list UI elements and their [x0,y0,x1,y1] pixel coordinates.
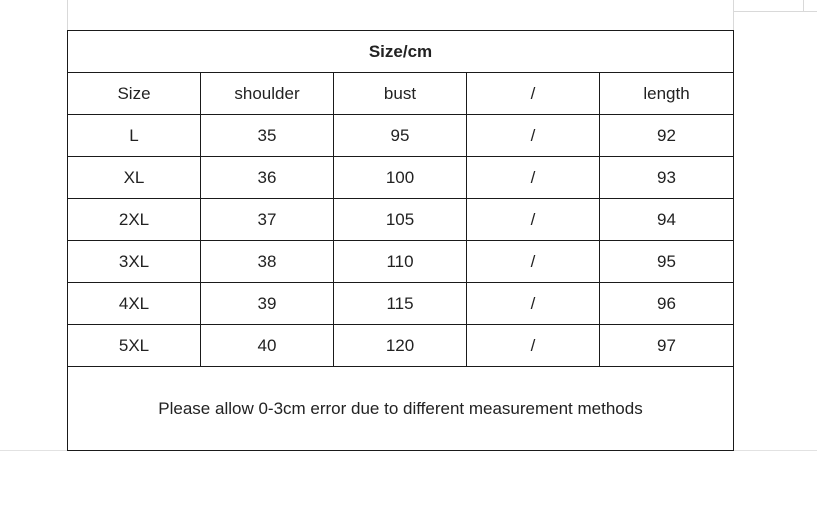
sheet-gridline [67,0,68,30]
cell-bust: 95 [334,115,467,157]
header-length: length [600,73,734,115]
cell-size: 4XL [68,283,201,325]
cell-bust: 100 [334,157,467,199]
cell-bust: 110 [334,241,467,283]
header-bust: bust [334,73,467,115]
table-title: Size/cm [68,31,734,73]
cell-bust: 115 [334,283,467,325]
cell-shoulder: 37 [201,199,334,241]
table-title-row [68,31,734,73]
cell-blank: / [467,283,600,325]
cell-blank: / [467,241,600,283]
cell-size: 2XL [68,199,201,241]
cell-blank: / [467,325,600,367]
table-row [68,199,734,241]
cell-length: 94 [600,199,734,241]
cell-size: XL [68,157,201,199]
cell-length: 92 [600,115,734,157]
cell-bust: 105 [334,199,467,241]
cell-shoulder: 35 [201,115,334,157]
header-size: Size [68,73,201,115]
cell-length: 97 [600,325,734,367]
sheet-gridline [733,0,734,30]
cell-bust: 120 [334,325,467,367]
cell-size: L [68,115,201,157]
header-blank: / [467,73,600,115]
size-chart-table [67,30,734,451]
cell-length: 96 [600,283,734,325]
cell-shoulder: 36 [201,157,334,199]
header-shoulder: shoulder [201,73,334,115]
cell-shoulder: 39 [201,283,334,325]
cell-length: 93 [600,157,734,199]
table-row [68,241,734,283]
cell-length: 95 [600,241,734,283]
sheet-gridline [733,11,817,12]
cell-shoulder: 40 [201,325,334,367]
table-row [68,157,734,199]
cell-blank: / [467,115,600,157]
table-row [68,115,734,157]
cell-size: 5XL [68,325,201,367]
table-row [68,325,734,367]
cell-blank: / [467,199,600,241]
cell-size: 3XL [68,241,201,283]
cell-blank: / [467,157,600,199]
cell-shoulder: 38 [201,241,334,283]
table-note-row [68,367,734,451]
table-header-row [68,73,734,115]
table-row [68,283,734,325]
measurement-note: Please allow 0-3cm error due to different measurement methods [68,367,734,451]
